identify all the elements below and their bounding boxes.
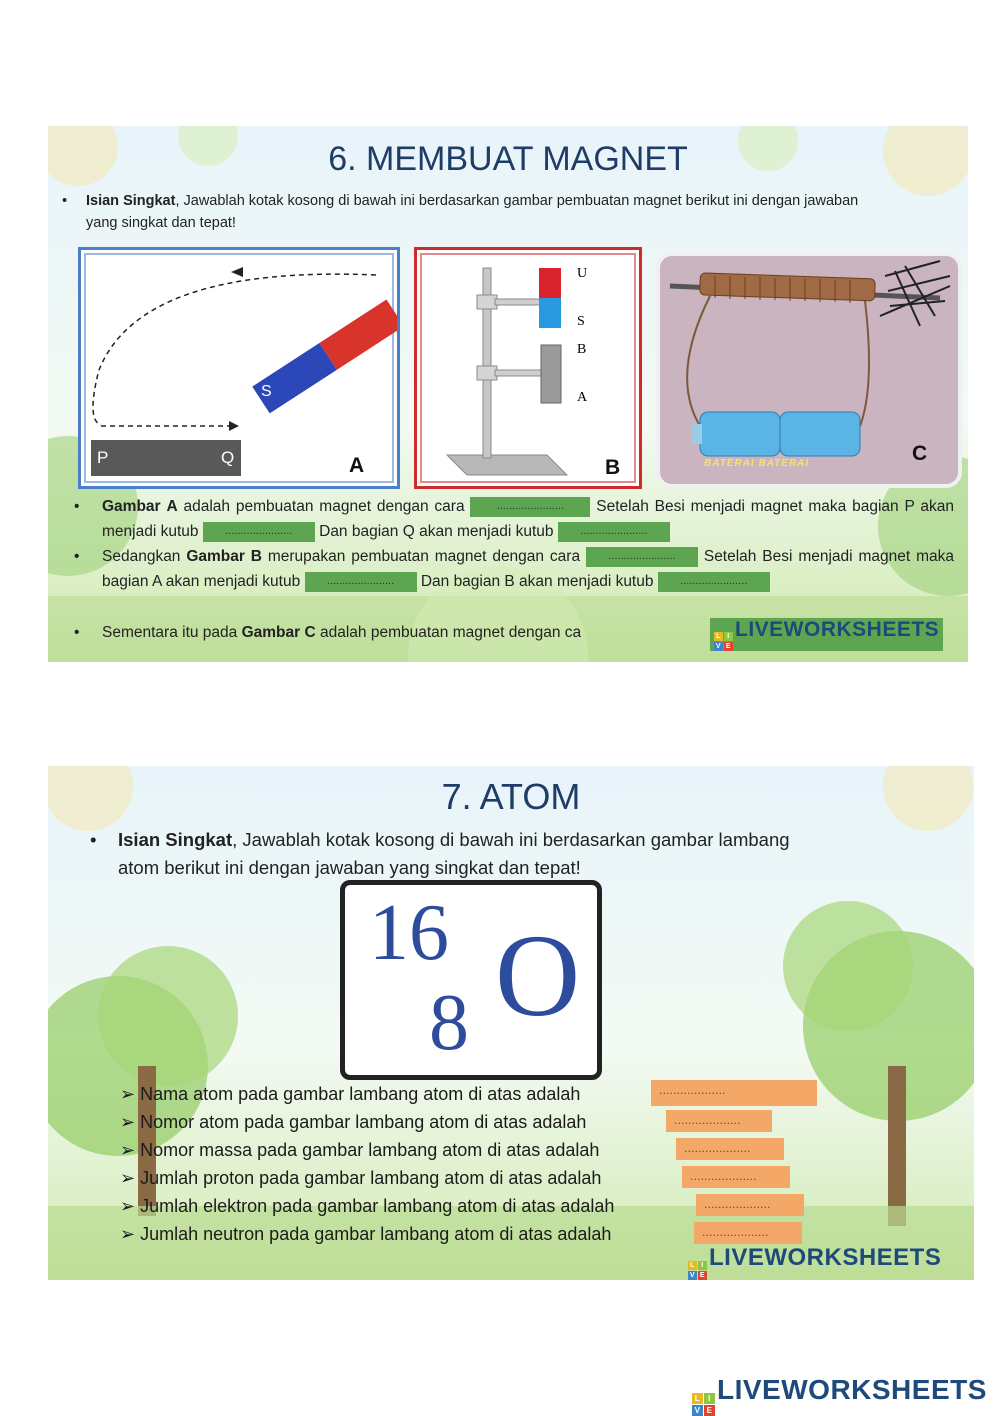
- arrow-bullet-icon: ➢: [120, 1168, 136, 1188]
- figure-c: [656, 252, 962, 488]
- question-figure-a: • Gambar A adalah pembuatan magnet dengan cara ...................... Setelah Besi menjadi magnet maka bagian P akan menjadi kutub ...................... Dan bagian Q akan menjadi kutub ......................: [74, 498, 954, 540]
- figure-a: [78, 247, 400, 489]
- arrow-bullet-icon: ➢: [120, 1112, 136, 1132]
- figure-label: B: [605, 456, 621, 479]
- slide-title: 6. MEMBUAT MAGNET: [328, 140, 688, 178]
- bar-end-p: P: [97, 448, 109, 467]
- magnet-pole-s: S: [261, 383, 272, 400]
- battery-label: BATERAI BATERAI: [704, 458, 810, 469]
- answer-box-b-method[interactable]: ......................: [586, 547, 698, 567]
- bar-magnet-stroking-illustration: [81, 250, 397, 486]
- atom-symbol-box: [340, 880, 602, 1080]
- slide-membuat-magnet: [48, 126, 968, 662]
- question-list-item: ➢ Nomor atom pada gambar lambang atom di atas adalah: [120, 1112, 587, 1132]
- liveworksheets-watermark: L I V E LIVEWORKSHEETS: [689, 1244, 942, 1279]
- instruction-label: Isian Singkat: [118, 829, 233, 850]
- liveworksheets-logo-icon: L I V E: [715, 633, 732, 650]
- figure-label: C: [912, 442, 928, 465]
- pole-s: S: [577, 314, 585, 329]
- arrow-bullet-icon: ➢: [120, 1196, 136, 1216]
- question-list-item: ➢ Jumlah elektron pada gambar lambang atom di atas adalah: [120, 1196, 615, 1216]
- question-list-item: ➢ Jumlah neutron pada gambar lambang atom di atas adalah: [120, 1224, 612, 1244]
- instruction-text-line1: , Jawablah kotak kosong di bawah ini berdasarkan gambar lambang: [232, 829, 790, 850]
- end-b: B: [577, 342, 587, 357]
- mass-number: 16: [369, 889, 449, 977]
- answer-box-mass-number[interactable]: ...................: [676, 1138, 784, 1160]
- answer-box-b-pole-a[interactable]: ......................: [305, 572, 417, 592]
- answer-box-electron-count[interactable]: ...................: [696, 1194, 804, 1216]
- answer-box-proton-count[interactable]: ...................: [682, 1166, 790, 1188]
- atomic-number: 8: [429, 979, 469, 1067]
- figure-label: A: [349, 454, 365, 477]
- answer-box-b-pole-b[interactable]: ......................: [658, 572, 770, 592]
- answer-box-a-pole-p[interactable]: ......................: [203, 522, 315, 542]
- answer-box-atomic-number[interactable]: ...................: [666, 1110, 772, 1132]
- instruction-label: Isian Singkat: [86, 193, 176, 209]
- question-list-item: ➢ Nomor massa pada gambar lambang atom di atas adalah: [120, 1140, 600, 1160]
- slide-title: 7. ATOM: [441, 776, 581, 817]
- question-list-item: ➢ Jumlah proton pada gambar lambang atom di atas adalah: [120, 1168, 602, 1188]
- arrow-bullet-icon: ➢: [120, 1084, 136, 1104]
- question-list-item: ➢ Nama atom pada gambar lambang atom di atas adalah: [120, 1084, 581, 1104]
- magnet-pole-u: U: [363, 284, 375, 301]
- arrow-bullet-icon: ➢: [120, 1140, 136, 1160]
- instruction-text-line2: atom berikut ini dengan jawaban yang singkat dan tepat!: [118, 857, 581, 878]
- question-figure-c: • Sementara itu pada Gambar C adalah pembuatan magnet dengan ca: [74, 624, 582, 641]
- footer-liveworksheets-logo: L I V E LIVEWORKSHEETS: [692, 1374, 987, 1416]
- liveworksheets-watermark: L I V E LIVEWORKSHEETS: [710, 618, 943, 651]
- arrow-bullet-icon: ➢: [120, 1224, 136, 1244]
- pole-u: U: [577, 266, 588, 281]
- question-figure-b: • Sedangkan Gambar B merupakan pembuatan magnet dengan cara ...................... Setelah Besi menjadi magnet maka bagian A akan menjadi kutub ...................... Dan bagian B akan menjadi kutub ......................: [74, 548, 954, 590]
- liveworksheets-logo-icon: L I V E: [689, 1262, 706, 1279]
- figure-b: [414, 247, 642, 489]
- answer-box-a-pole-q[interactable]: ......................: [558, 522, 670, 542]
- answer-box-neutron-count[interactable]: ...................: [694, 1222, 802, 1244]
- end-a: A: [577, 390, 588, 405]
- answer-box-atom-name[interactable]: ...................: [651, 1080, 817, 1106]
- instruction: • Isian Singkat, Jawablah kotak kosong di bawah ini berdasarkan gambar pembuatan magnet berikut ini dengan jawaban yang singkat dan tepat!: [62, 193, 859, 231]
- induction-stand-illustration: [417, 250, 639, 486]
- bar-end-q: Q: [221, 448, 235, 467]
- slide-atom: [48, 766, 974, 1280]
- element-symbol: O: [495, 910, 581, 1041]
- instruction-text: , Jawablah kotak kosong di bawah ini berdasarkan gambar pembuatan magnet berikut ini dengan jawaban yang singkat dan tepat!: [86, 193, 859, 231]
- instruction: • Isian Singkat, Jawablah kotak kosong di bawah ini berdasarkan gambar lambang atom berikut ini dengan jawaban yang singkat dan tepat!: [90, 829, 790, 878]
- liveworksheets-logo-icon: L I V E: [692, 1393, 715, 1416]
- answer-box-a-method[interactable]: ......................: [470, 497, 590, 517]
